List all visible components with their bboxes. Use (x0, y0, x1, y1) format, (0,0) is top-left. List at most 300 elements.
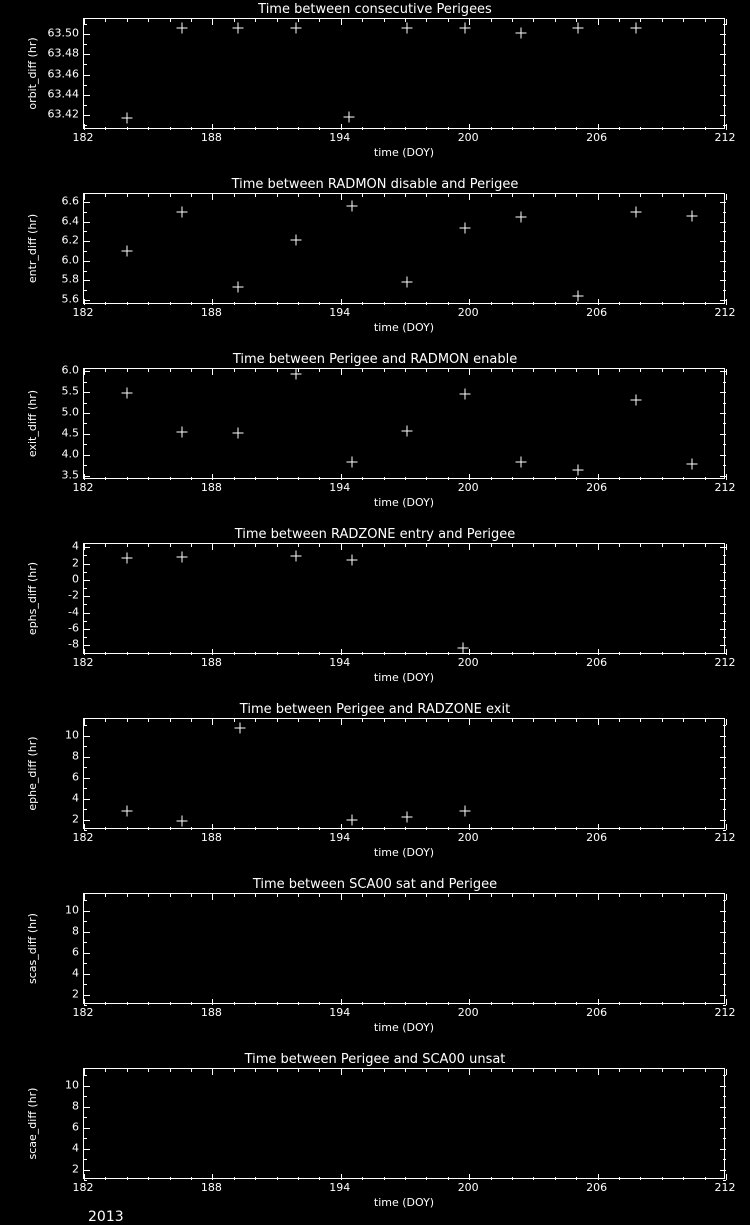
x-minor-tick (405, 369, 406, 372)
y-minor-tick (84, 423, 87, 424)
x-tick-mark (726, 649, 727, 655)
x-minor-tick (191, 652, 192, 655)
y-minor-tick (84, 588, 87, 589)
x-minor-tick (148, 544, 149, 547)
y-tick-label: 8 (72, 924, 79, 938)
x-minor-tick (705, 302, 706, 305)
x-minor-tick (640, 894, 641, 897)
x-minor-tick (619, 1002, 620, 1005)
y-minor-tick (723, 604, 726, 605)
x-minor-tick (619, 544, 620, 547)
y-tick-label: -2 (68, 588, 79, 602)
x-tick-mark (726, 894, 727, 900)
x-minor-tick (298, 827, 299, 830)
x-minor-tick (576, 827, 577, 830)
y-minor-tick (723, 24, 726, 25)
x-minor-tick (491, 894, 492, 897)
x-tick-mark (469, 1174, 470, 1180)
x-minor-tick (705, 652, 706, 655)
x-tick-mark (341, 824, 342, 830)
y-minor-tick (723, 1086, 726, 1087)
x-tick-label: 206 (586, 831, 608, 844)
y-axis-label: scas_diff (hr) (26, 913, 39, 984)
data-point (459, 806, 470, 817)
x-minor-tick (319, 1177, 320, 1180)
x-minor-tick (491, 127, 492, 130)
x-tick-label: 212 (714, 131, 736, 144)
x-tick-label: 200 (457, 1181, 479, 1194)
x-minor-tick (705, 194, 706, 197)
x-tick-mark (212, 719, 213, 725)
x-minor-tick (127, 369, 128, 372)
x-tick-mark (212, 369, 213, 375)
x-minor-tick (362, 894, 363, 897)
x-minor-tick (127, 1069, 128, 1072)
x-minor-tick (491, 477, 492, 480)
y-minor-tick (723, 778, 726, 779)
y-minor-tick (723, 746, 726, 747)
x-minor-tick (512, 894, 513, 897)
x-minor-tick (683, 369, 684, 372)
x-minor-tick (555, 127, 556, 130)
x-minor-tick (362, 544, 363, 547)
x-tick-label: 206 (586, 1006, 608, 1019)
y-minor-tick (84, 465, 87, 466)
data-point (344, 111, 355, 122)
x-minor-tick (683, 1177, 684, 1180)
x-minor-tick (555, 652, 556, 655)
x-minor-tick (384, 894, 385, 897)
x-minor-tick (255, 652, 256, 655)
x-minor-tick (640, 719, 641, 722)
x-minor-tick (555, 894, 556, 897)
x-minor-tick (640, 1002, 641, 1005)
x-minor-tick (533, 544, 534, 547)
x-minor-tick (105, 369, 106, 372)
x-minor-tick (512, 1177, 513, 1180)
y-minor-tick (723, 423, 726, 424)
x-minor-tick (555, 369, 556, 372)
y-tick-label: 0 (72, 572, 79, 586)
x-minor-tick (384, 1069, 385, 1072)
x-tick-mark (341, 474, 342, 480)
x-minor-tick (170, 719, 171, 722)
y-minor-tick (84, 953, 87, 954)
x-minor-tick (277, 894, 278, 897)
y-tick-label: 63.44 (47, 87, 79, 101)
x-minor-tick (705, 477, 706, 480)
x-tick-mark (598, 299, 599, 305)
x-minor-tick (127, 194, 128, 197)
y-tick-label: 63.42 (47, 107, 79, 121)
x-tick-mark (341, 194, 342, 200)
x-minor-tick (619, 19, 620, 22)
y-minor-tick (723, 455, 726, 456)
data-point (402, 425, 413, 436)
x-tick-mark (212, 474, 213, 480)
x-minor-tick (148, 477, 149, 480)
y-tick-label: 63.50 (47, 26, 79, 40)
x-minor-tick (426, 477, 427, 480)
y-minor-tick (723, 476, 726, 477)
x-minor-tick (319, 719, 320, 722)
x-minor-tick (234, 1069, 235, 1072)
y-minor-tick (84, 85, 87, 86)
plot-area (83, 193, 725, 304)
y-minor-tick (84, 820, 87, 821)
x-minor-tick (533, 652, 534, 655)
x-minor-tick (127, 127, 128, 130)
y-minor-tick (84, 564, 87, 565)
y-minor-tick (84, 1086, 87, 1087)
y-minor-tick (84, 1159, 87, 1160)
y-tick-label: 4 (72, 1141, 79, 1155)
y-minor-tick (84, 984, 87, 985)
x-tick-mark (726, 999, 727, 1005)
x-minor-tick (576, 544, 577, 547)
x-tick-mark (726, 474, 727, 480)
data-point (121, 552, 132, 563)
x-minor-tick (362, 827, 363, 830)
x-minor-tick (705, 1069, 706, 1072)
x-minor-tick (662, 19, 663, 22)
x-tick-mark (212, 824, 213, 830)
x-tick-mark (341, 124, 342, 130)
x-minor-tick (191, 19, 192, 22)
y-minor-tick (723, 736, 726, 737)
x-minor-tick (448, 719, 449, 722)
x-minor-tick (105, 477, 106, 480)
x-minor-tick (426, 544, 427, 547)
data-point (457, 642, 468, 653)
x-tick-mark (212, 894, 213, 900)
x-minor-tick (512, 127, 513, 130)
y-tick-label: 6.4 (61, 214, 79, 227)
x-tick-mark (212, 299, 213, 305)
y-minor-tick (84, 637, 87, 638)
data-point (290, 235, 301, 246)
x-minor-tick (640, 369, 641, 372)
x-minor-tick (576, 369, 577, 372)
x-minor-tick (105, 894, 106, 897)
x-tick-mark (598, 1069, 599, 1075)
x-tick-mark (598, 649, 599, 655)
x-tick-mark (212, 1174, 213, 1180)
x-minor-tick (234, 127, 235, 130)
x-minor-tick (662, 302, 663, 305)
y-minor-tick (84, 596, 87, 597)
x-minor-tick (662, 894, 663, 897)
x-minor-tick (277, 544, 278, 547)
x-minor-tick (555, 302, 556, 305)
y-minor-tick (723, 34, 726, 35)
x-tick-mark (341, 19, 342, 25)
y-minor-tick (84, 788, 87, 789)
y-minor-tick (723, 403, 726, 404)
x-tick-mark (341, 544, 342, 550)
x-minor-tick (234, 477, 235, 480)
y-minor-tick (84, 261, 87, 262)
x-minor-tick (384, 827, 385, 830)
x-minor-tick (448, 652, 449, 655)
x-minor-tick (619, 719, 620, 722)
y-minor-tick (723, 1138, 726, 1139)
x-minor-tick (255, 1069, 256, 1072)
x-minor-tick (662, 369, 663, 372)
x-minor-tick (405, 544, 406, 547)
x-minor-tick (448, 827, 449, 830)
x-minor-tick (362, 719, 363, 722)
data-point (177, 815, 188, 826)
x-minor-tick (127, 19, 128, 22)
x-minor-tick (319, 652, 320, 655)
x-minor-tick (683, 827, 684, 830)
y-minor-tick (723, 932, 726, 933)
y-tick-label: 10 (65, 728, 79, 742)
x-minor-tick (640, 544, 641, 547)
x-tick-label: 206 (586, 1181, 608, 1194)
x-minor-tick (512, 1069, 513, 1072)
x-minor-tick (234, 19, 235, 22)
x-minor-tick (255, 544, 256, 547)
data-point (686, 459, 697, 470)
x-minor-tick (576, 1069, 577, 1072)
y-tick-label: 2 (72, 1162, 79, 1176)
x-minor-tick (491, 719, 492, 722)
x-minor-tick (384, 1177, 385, 1180)
x-minor-tick (512, 194, 513, 197)
x-minor-tick (255, 827, 256, 830)
x-tick-label: 212 (714, 656, 736, 669)
x-minor-tick (319, 127, 320, 130)
x-tick-label: 188 (200, 481, 222, 494)
x-minor-tick (576, 1177, 577, 1180)
x-tick-mark (341, 999, 342, 1005)
y-axis-label-wrap (26, 18, 40, 129)
data-point (459, 223, 470, 234)
y-minor-tick (84, 1149, 87, 1150)
x-axis-label: time (DOY) (373, 671, 435, 684)
x-minor-tick (319, 302, 320, 305)
chart-panel (0, 1050, 750, 1225)
x-minor-tick (705, 827, 706, 830)
x-minor-tick (683, 1002, 684, 1005)
x-minor-tick (277, 369, 278, 372)
x-minor-tick (448, 127, 449, 130)
y-minor-tick (84, 725, 87, 726)
y-minor-tick (723, 572, 726, 573)
y-minor-tick (723, 1075, 726, 1076)
x-minor-tick (105, 19, 106, 22)
x-minor-tick (555, 544, 556, 547)
y-minor-tick (84, 34, 87, 35)
x-minor-tick (191, 827, 192, 830)
plot-area (83, 543, 725, 654)
x-minor-tick (619, 127, 620, 130)
x-tick-label: 188 (200, 131, 222, 144)
plot-area (83, 718, 725, 829)
x-tick-mark (726, 1069, 727, 1075)
y-minor-tick (84, 629, 87, 630)
x-tick-mark (469, 719, 470, 725)
x-minor-tick (170, 194, 171, 197)
y-minor-tick (723, 251, 726, 252)
x-tick-label: 182 (72, 131, 94, 144)
x-minor-tick (277, 827, 278, 830)
x-minor-tick (405, 719, 406, 722)
x-minor-tick (170, 1177, 171, 1180)
x-minor-tick (319, 369, 320, 372)
chart-title: Time between RADZONE entry and Perigee (234, 527, 516, 542)
x-minor-tick (298, 477, 299, 480)
y-minor-tick (84, 1117, 87, 1118)
y-minor-tick (84, 1138, 87, 1139)
y-axis-label-wrap (26, 543, 40, 654)
y-minor-tick (84, 413, 87, 414)
x-minor-tick (191, 302, 192, 305)
x-tick-mark (212, 124, 213, 130)
x-minor-tick (170, 544, 171, 547)
x-minor-tick (234, 652, 235, 655)
x-minor-tick (533, 1177, 534, 1180)
y-minor-tick (84, 921, 87, 922)
x-tick-label: 182 (72, 831, 94, 844)
data-point (402, 812, 413, 823)
chart-panel (0, 525, 750, 700)
y-tick-label: 6.0 (61, 363, 79, 377)
x-axis-label: time (DOY) (373, 1196, 435, 1209)
y-tick-label: 2 (72, 556, 79, 570)
x-minor-tick (555, 1177, 556, 1180)
x-tick-mark (469, 1069, 470, 1075)
x-minor-tick (127, 652, 128, 655)
y-tick-label: 4 (72, 966, 79, 980)
y-minor-tick (84, 1096, 87, 1097)
y-minor-tick (84, 736, 87, 737)
data-point (515, 457, 526, 468)
x-tick-mark (212, 194, 213, 200)
x-tick-mark (212, 999, 213, 1005)
y-minor-tick (84, 799, 87, 800)
y-minor-tick (723, 271, 726, 272)
y-minor-tick (84, 455, 87, 456)
x-minor-tick (683, 302, 684, 305)
y-minor-tick (723, 1149, 726, 1150)
x-minor-tick (127, 719, 128, 722)
x-minor-tick (170, 127, 171, 130)
x-minor-tick (234, 194, 235, 197)
x-minor-tick (512, 827, 513, 830)
y-minor-tick (84, 300, 87, 301)
data-point (346, 200, 357, 211)
x-minor-tick (105, 1069, 106, 1072)
x-minor-tick (148, 302, 149, 305)
x-minor-tick (384, 719, 385, 722)
x-minor-tick (448, 477, 449, 480)
x-axis-label: time (DOY) (373, 846, 435, 859)
x-minor-tick (619, 302, 620, 305)
x-minor-tick (640, 127, 641, 130)
x-minor-tick (384, 544, 385, 547)
x-axis-label: time (DOY) (373, 1021, 435, 1034)
x-minor-tick (705, 719, 706, 722)
x-tick-label: 212 (714, 306, 736, 319)
x-tick-mark (341, 369, 342, 375)
x-minor-tick (576, 477, 577, 480)
x-tick-mark (84, 1069, 85, 1075)
x-minor-tick (255, 19, 256, 22)
y-minor-tick (84, 125, 87, 126)
x-minor-tick (426, 894, 427, 897)
x-minor-tick (105, 1177, 106, 1180)
plot-area (83, 368, 725, 479)
y-minor-tick (723, 547, 726, 548)
x-minor-tick (705, 894, 706, 897)
data-point (177, 23, 188, 34)
x-minor-tick (105, 544, 106, 547)
x-minor-tick (491, 1002, 492, 1005)
x-minor-tick (105, 127, 106, 130)
x-tick-label: 182 (72, 1181, 94, 1194)
x-minor-tick (127, 827, 128, 830)
x-minor-tick (533, 827, 534, 830)
data-point (346, 814, 357, 825)
y-minor-tick (84, 1170, 87, 1171)
y-tick-label: 6 (72, 1120, 79, 1134)
x-tick-mark (726, 1174, 727, 1180)
y-minor-tick (84, 382, 87, 383)
y-minor-tick (723, 621, 726, 622)
y-minor-tick (723, 1159, 726, 1160)
x-minor-tick (662, 1002, 663, 1005)
x-minor-tick (705, 1002, 706, 1005)
x-minor-tick (384, 127, 385, 130)
x-minor-tick (255, 302, 256, 305)
data-point (233, 427, 244, 438)
x-minor-tick (405, 652, 406, 655)
data-point (290, 551, 301, 562)
y-minor-tick (723, 629, 726, 630)
x-minor-tick (683, 194, 684, 197)
x-minor-tick (148, 19, 149, 22)
chart-panel (0, 875, 750, 1050)
x-minor-tick (148, 827, 149, 830)
x-tick-mark (341, 299, 342, 305)
x-tick-label: 206 (586, 306, 608, 319)
y-minor-tick (84, 392, 87, 393)
x-minor-tick (683, 894, 684, 897)
x-tick-mark (598, 719, 599, 725)
x-minor-tick (148, 194, 149, 197)
y-tick-label: 4.5 (61, 426, 79, 440)
x-tick-mark (726, 299, 727, 305)
y-minor-tick (723, 767, 726, 768)
data-point (121, 806, 132, 817)
x-minor-tick (105, 302, 106, 305)
x-minor-tick (533, 894, 534, 897)
y-minor-tick (84, 932, 87, 933)
x-minor-tick (405, 894, 406, 897)
x-minor-tick (683, 127, 684, 130)
x-tick-mark (469, 544, 470, 550)
x-minor-tick (405, 1002, 406, 1005)
x-minor-tick (533, 19, 534, 22)
chart-title: Time between Perigee and RADZONE exit (239, 702, 511, 717)
x-tick-mark (726, 369, 727, 375)
y-tick-label: 4.0 (61, 447, 79, 461)
x-minor-tick (405, 1069, 406, 1072)
x-minor-tick (277, 127, 278, 130)
